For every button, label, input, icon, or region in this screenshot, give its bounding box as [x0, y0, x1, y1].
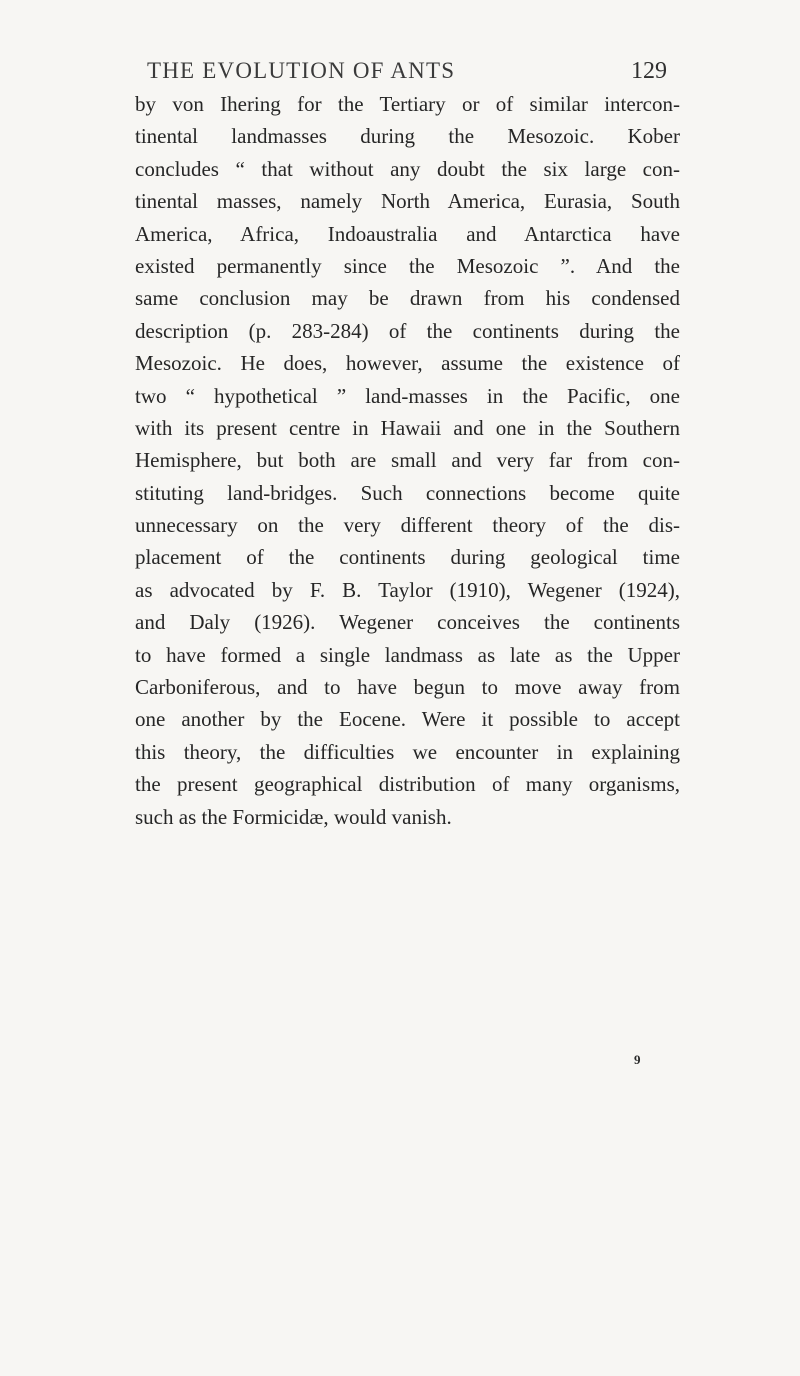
text-line: tinental landmasses during the Mesozoic. Kober	[135, 124, 680, 149]
text-line: such as the Formicidæ, would vanish.	[135, 804, 452, 829]
signature-mark: 9	[634, 1052, 641, 1067]
text-line: with its present centre in Hawaii and one in the Southern	[135, 415, 680, 440]
body-paragraph	[135, 88, 680, 833]
text-line: tinental masses, namely North America, Eurasia, South	[135, 189, 680, 214]
text-line: the present geographical distribution of many organisms,	[135, 772, 680, 797]
text-line: America, Africa, Indoaustralia and Antarctica have	[135, 221, 680, 246]
text-line: one another by the Eocene. Were it possible to accept	[135, 707, 680, 732]
running-title: THE EVOLUTION OF ANTS	[147, 58, 456, 83]
running-head	[147, 58, 667, 88]
text-line: same conclusion may be drawn from his condensed	[135, 286, 680, 311]
text-line: unnecessary on the very different theory of the dis-	[135, 513, 680, 538]
text-line: Carboniferous, and to have begun to move away from	[135, 675, 680, 700]
text-line: by von Ihering for the Tertiary or of similar intercon-	[135, 92, 680, 116]
text-line: concludes “ that without any doubt the six large con-	[135, 156, 680, 181]
text-line: and Daly (1926). Wegener conceives the continents	[135, 610, 680, 635]
text-line: to have formed a single landmass as late as the Upper	[135, 642, 680, 667]
text-line: stituting land-bridges. Such connections become quite	[135, 480, 680, 505]
text-line: this theory, the difficulties we encounter in explaining	[135, 739, 680, 764]
text-line: two “ hypothetical ” land-masses in the Pacific, one	[135, 383, 680, 408]
text-line: placement of the continents during geological time	[135, 545, 680, 570]
page-number: 129	[631, 58, 667, 84]
text-line: description (p. 283-284) of the continents during the	[135, 318, 680, 343]
text-line: existed permanently since the Mesozoic ”. And the	[135, 253, 680, 278]
text-line: Hemisphere, but both are small and very far from con-	[135, 448, 680, 473]
text-line: Mesozoic. He does, however, assume the existence of	[135, 351, 680, 376]
text-line: as advocated by F. B. Taylor (1910), Wegener (1924),	[135, 577, 680, 602]
